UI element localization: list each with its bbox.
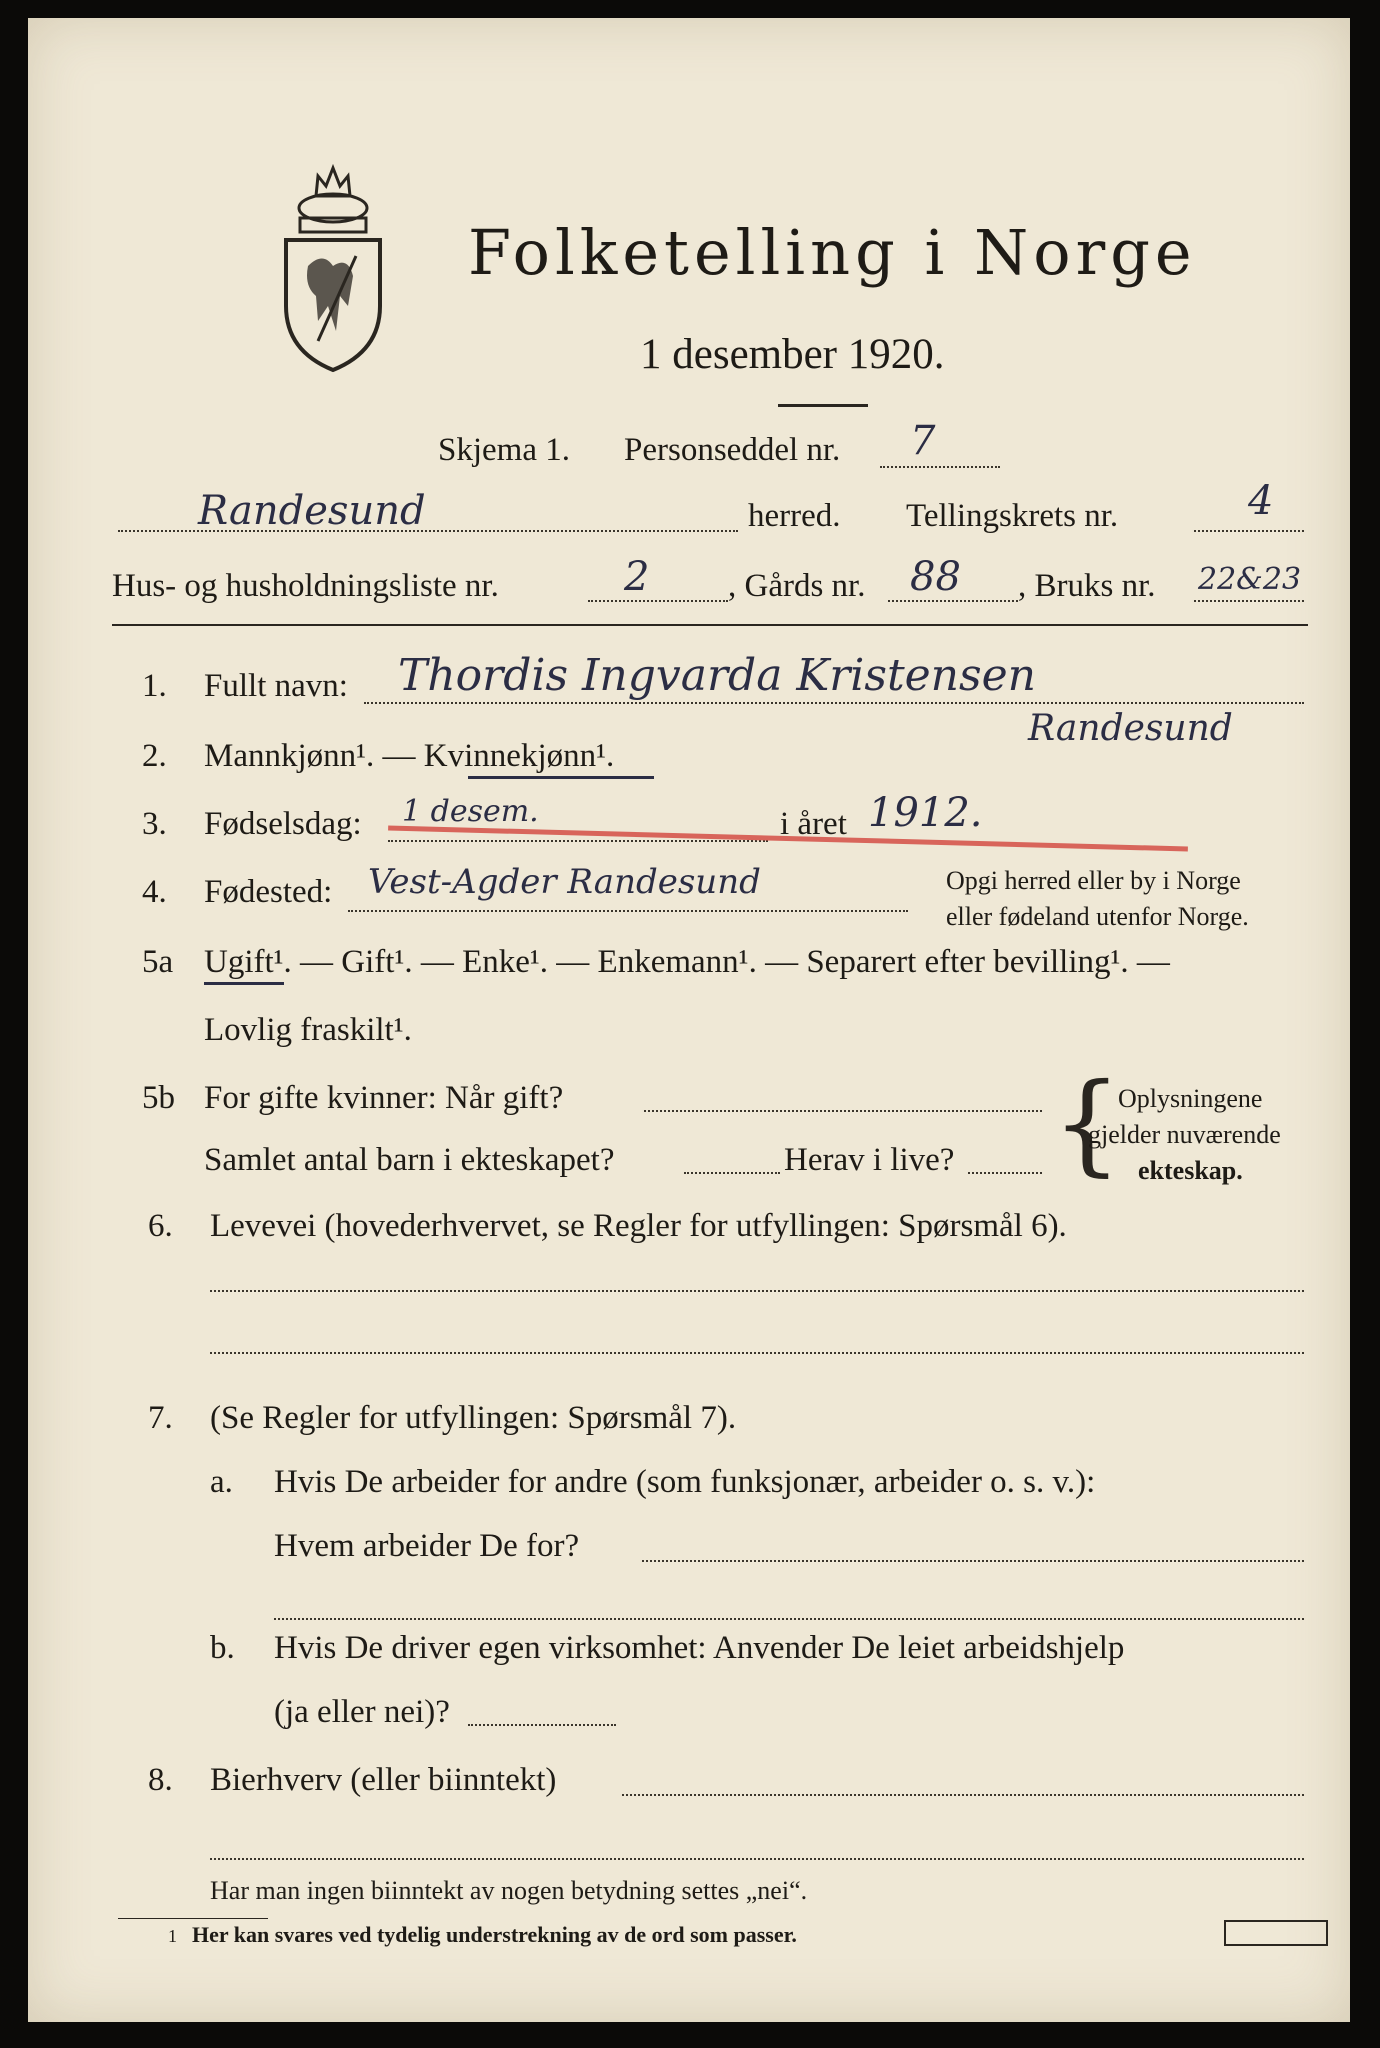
q6-label: Levevei (hovederhvervet, se Regler for utfyllingen: Spørsmål 6). <box>210 1208 1067 1244</box>
form-subtitle: 1 desember 1920. <box>640 331 945 378</box>
title-divider <box>778 404 868 407</box>
q4-line <box>348 910 908 912</box>
q8-line-2 <box>210 1858 1304 1860</box>
bruks-line <box>1194 600 1304 602</box>
q5b-note-1: Oplysningene <box>1118 1084 1263 1113</box>
q2-label: Mannkjønn¹. — Kvinnekjønn¹. <box>204 738 615 774</box>
hus-line <box>588 600 728 602</box>
footnote-text: Her kan svares ved tydelig understrekning av de ord som passer. <box>192 1922 797 1947</box>
q7b-line-2: (ja eller nei)? <box>274 1694 450 1730</box>
personseddel-line <box>880 466 1000 468</box>
header-separator <box>112 624 1308 626</box>
q4-birthplace-value[interactable]: Vest-Agder Randesund <box>368 862 761 902</box>
q5b-line-1: For gifte kvinner: Når gift? <box>204 1080 564 1116</box>
q5a-underline-ugift <box>204 982 284 985</box>
q7a-line-1: Hvis De arbeider for andre (som funksjonær, arbeider o. s. v.): <box>274 1464 1096 1500</box>
q6-line-1 <box>210 1290 1304 1292</box>
q5b-number: 5b <box>142 1080 175 1116</box>
q2-number: 2. <box>142 738 167 774</box>
q7b-letter: b. <box>210 1630 235 1666</box>
tellingskrets-label: Tellingskrets nr. <box>906 498 1119 534</box>
q5b-children-line <box>684 1172 780 1174</box>
hus-value[interactable]: 2 <box>624 554 650 600</box>
q1-label: Fullt navn: <box>204 668 348 704</box>
coat-of-arms-icon <box>278 156 388 376</box>
q3-label: Fødselsdag: <box>204 806 362 842</box>
hus-label: Hus- og husholdningsliste nr. <box>112 568 499 604</box>
q8-number: 8. <box>148 1762 173 1798</box>
q1-line <box>364 702 1304 704</box>
q3-line <box>388 840 768 842</box>
herred-line <box>118 530 738 532</box>
q7a-line-extra <box>274 1618 1304 1620</box>
q7a-employer-line <box>642 1560 1304 1562</box>
q5b-note-3: ekteskap. <box>1138 1156 1243 1185</box>
q6-number: 6. <box>148 1208 173 1244</box>
footnote-marker: 1 <box>168 1926 177 1946</box>
printer-stamp <box>1224 1920 1328 1946</box>
tellingskrets-line <box>1194 530 1304 532</box>
form-title: Folketelling i Norge <box>468 216 1197 289</box>
q6-line-2 <box>210 1352 1304 1354</box>
herred-value[interactable]: Randesund <box>198 488 426 534</box>
q7a-letter: a. <box>210 1464 233 1500</box>
q7b-answer-line <box>468 1724 616 1726</box>
q5b-alive-line <box>968 1172 1042 1174</box>
q5b-line-2a: Samlet antal barn i ekteskapet? <box>204 1142 615 1178</box>
q5a-number: 5a <box>142 944 174 980</box>
skjema-label: Skjema 1. <box>438 432 570 468</box>
footnote-rule <box>118 1918 268 1919</box>
gards-line <box>888 600 1018 602</box>
q4-note-2: eller fødeland utenfor Norge. <box>946 902 1249 931</box>
q7-label: (Se Regler for utfyllingen: Spørsmål 7). <box>210 1400 737 1436</box>
q3-year-value[interactable]: 1912. <box>868 790 983 836</box>
census-form <box>28 18 1350 2022</box>
q5b-line-2b: Herav i live? <box>784 1142 955 1178</box>
q5b-brace: { <box>1052 1059 1122 1187</box>
q4-note-1: Opgi herred eller by i Norge <box>946 866 1241 895</box>
gards-value[interactable]: 88 <box>910 554 961 600</box>
q1-name-value[interactable]: Thordis Ingvarda Kristensen <box>398 650 1036 701</box>
tellingskrets-value[interactable]: 4 <box>1248 478 1274 524</box>
q5b-note-2: gjelder nuværende <box>1088 1120 1281 1149</box>
q3-number: 3. <box>142 806 167 842</box>
q4-label: Fødested: <box>204 874 333 910</box>
herred-label: herred. <box>748 498 841 534</box>
personseddel-value[interactable]: 7 <box>910 418 936 464</box>
q7-number: 7. <box>148 1400 173 1436</box>
q5a-line-1: Ugift¹. — Gift¹. — Enke¹. — Enkemann¹. — Separert efter bevilling¹. — <box>204 944 1170 980</box>
q8-line-1 <box>622 1794 1304 1796</box>
personseddel-label: Personseddel nr. <box>624 432 841 468</box>
q3-day-value[interactable]: 1 desem. <box>402 794 539 829</box>
q5b-married-line <box>644 1110 1042 1112</box>
q8-note: Har man ingen biinntekt av nogen betydning settes „nei“. <box>210 1876 808 1905</box>
q5a-line-2: Lovlig fraskilt¹. <box>204 1012 412 1048</box>
q2-underline-kvinnekjonn <box>468 776 654 779</box>
q1-name-value-2[interactable]: Randesund <box>1028 708 1233 749</box>
q3-year-label: i året <box>780 806 847 842</box>
q7b-line-1: Hvis De driver egen virksomhet: Anvender De leiet arbeidshjelp <box>274 1630 1125 1666</box>
q4-number: 4. <box>142 874 167 910</box>
q1-number: 1. <box>142 668 167 704</box>
bruks-label: , Bruks nr. <box>1018 568 1156 604</box>
q8-label: Bierhverv (eller biinntekt) <box>210 1762 557 1798</box>
bruks-value[interactable]: 22&23 <box>1198 562 1302 597</box>
q7a-line-2: Hvem arbeider De for? <box>274 1528 580 1564</box>
gards-label: , Gårds nr. <box>728 568 866 604</box>
